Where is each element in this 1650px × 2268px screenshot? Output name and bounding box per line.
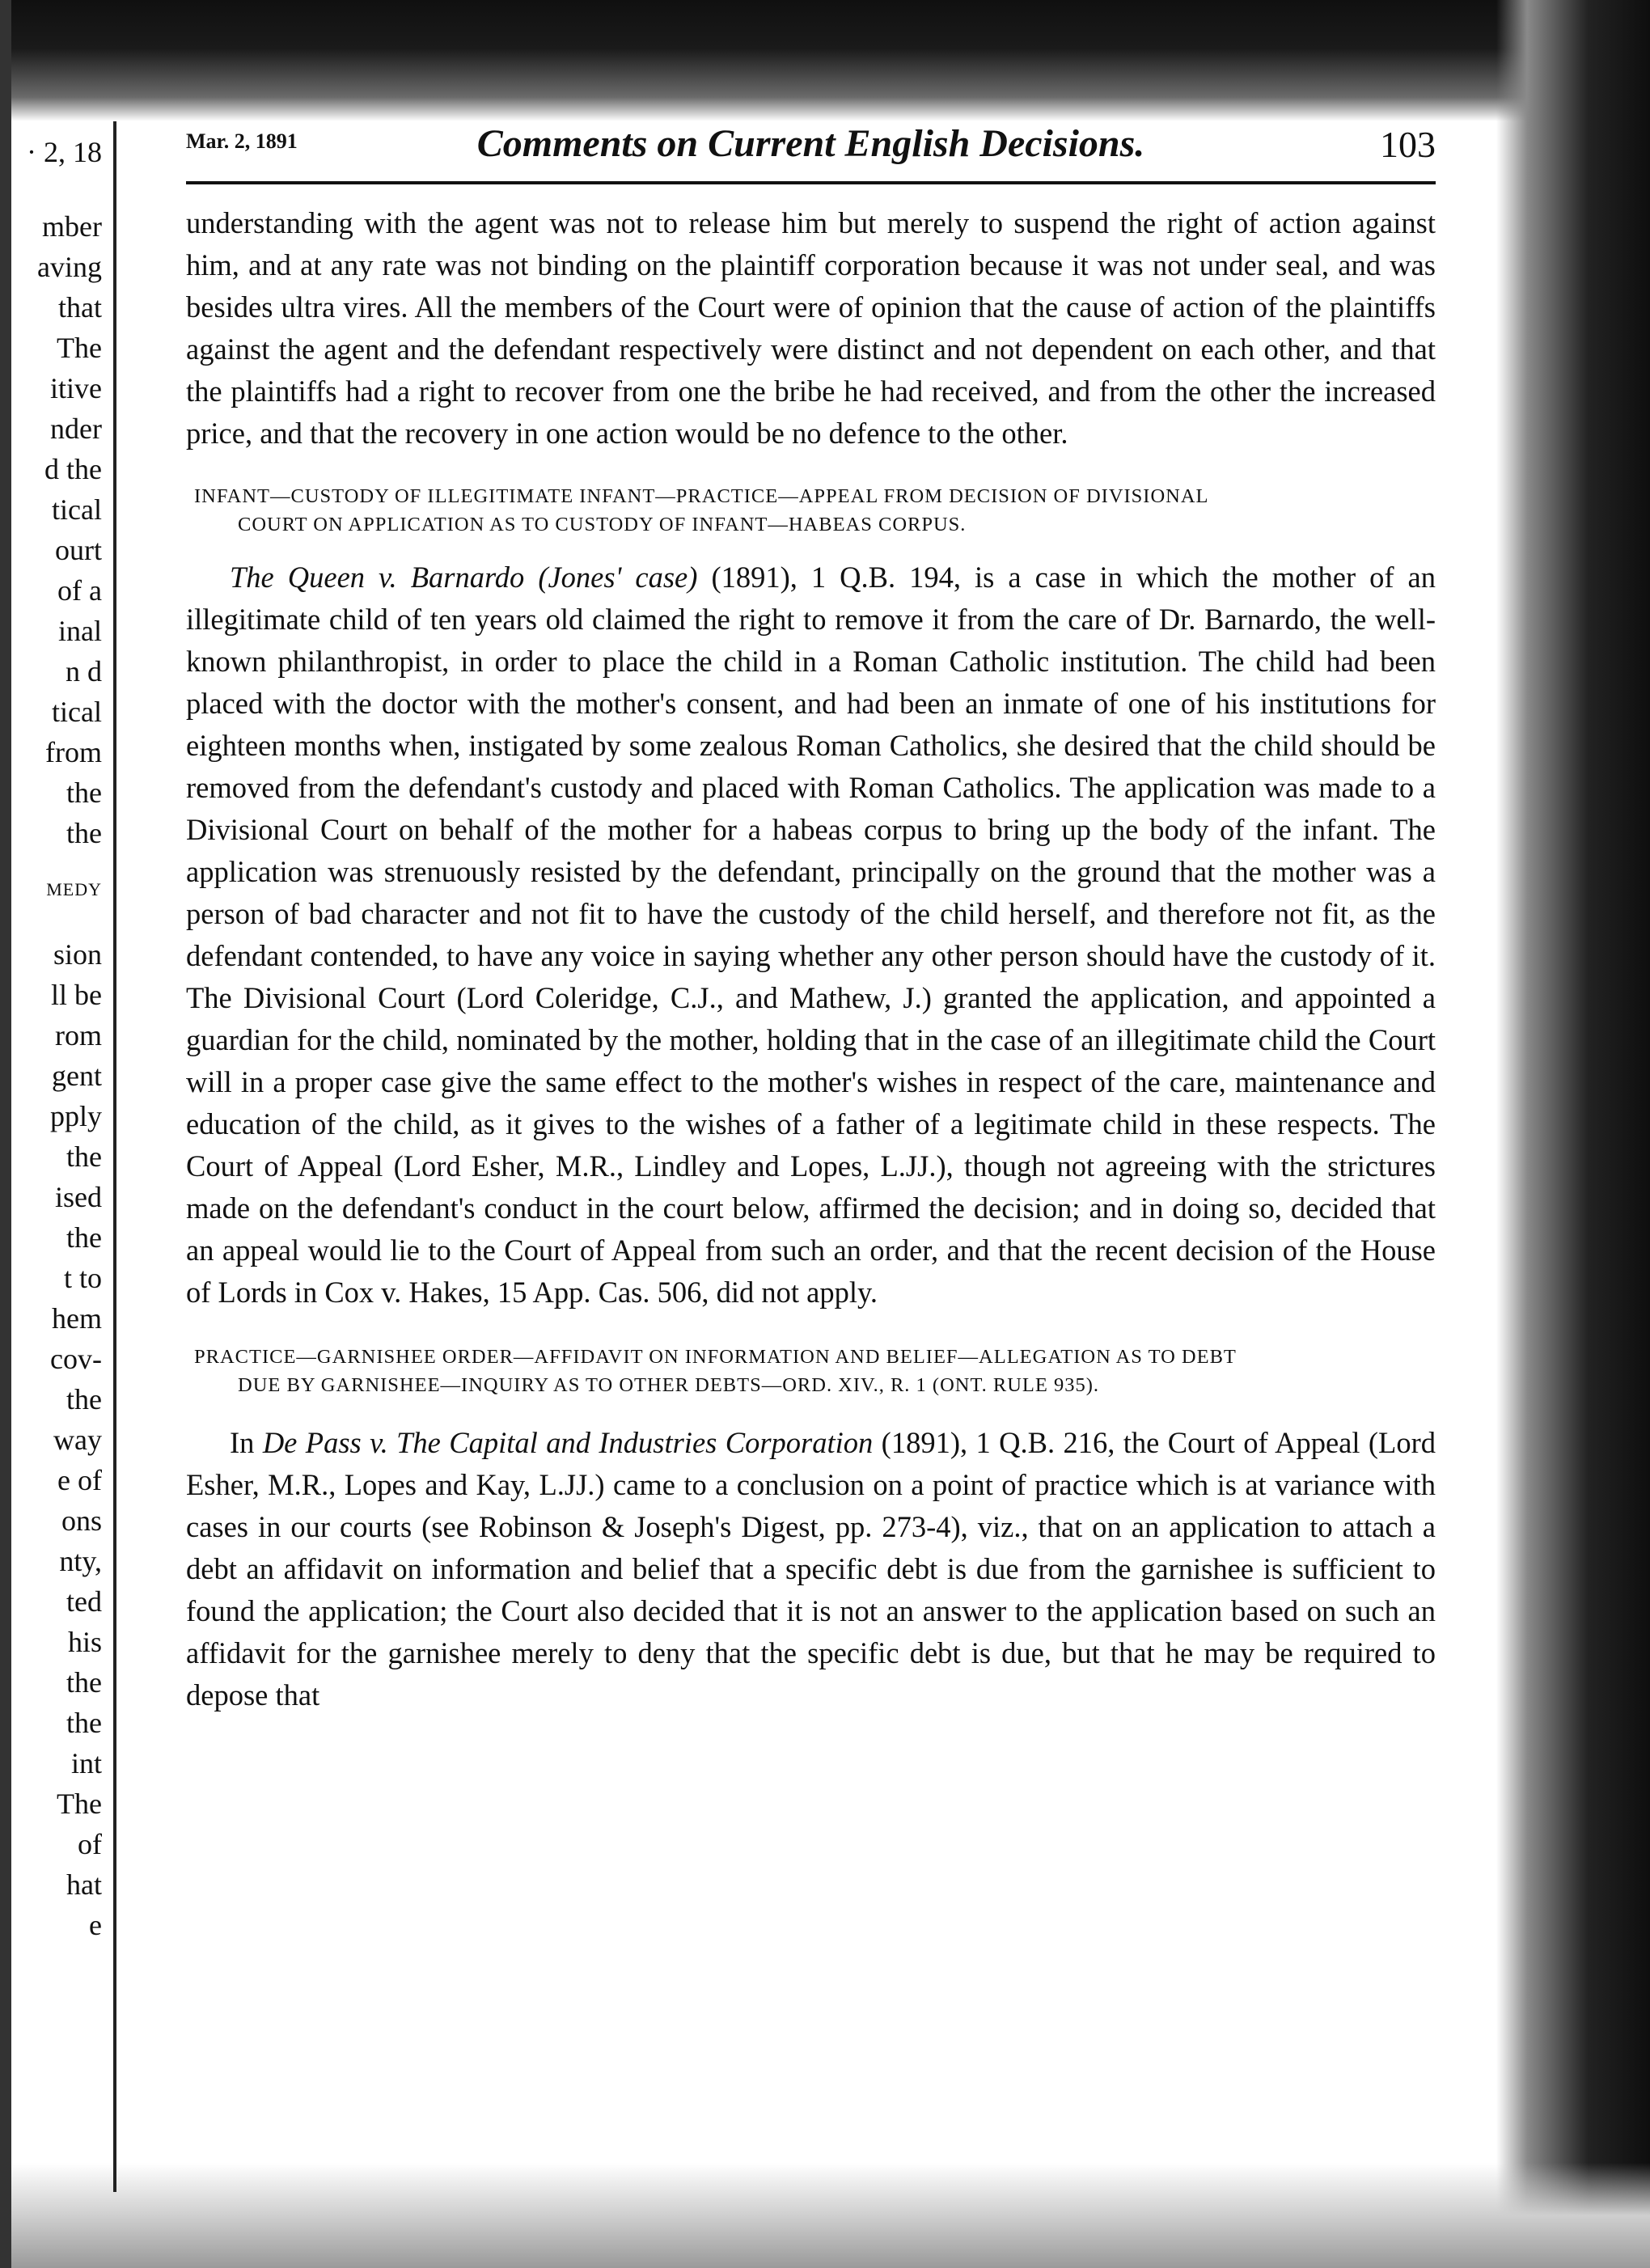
case-name: De Pass v. The Capital and Industries Corporation	[262, 1426, 874, 1459]
left-fragment-word: ll be	[51, 979, 102, 1011]
document-page	[186, 121, 1436, 1716]
left-fragment-word: inal	[58, 615, 102, 647]
left-fragment-word: that	[58, 291, 102, 324]
scan-border-top	[0, 0, 1650, 121]
left-fragment-word: cov-	[50, 1343, 102, 1375]
left-fragment-word: n d	[66, 655, 102, 688]
left-fragment-word: rom	[55, 1019, 102, 1051]
page-number: 103	[1380, 124, 1436, 165]
paragraph-de-pass-case	[186, 1422, 1436, 1716]
left-fragment-word: ised	[55, 1181, 102, 1213]
page-gutter-line	[113, 121, 116, 2192]
left-fragment-word: sion	[53, 938, 102, 971]
left-fragment-word: the	[66, 1140, 102, 1173]
paragraph-body: (1891), 1 Q.B. 194, is a case in which the mother of an illegitimate child of ten years old claimed the right to remove it from the care of Dr. Barnardo, the well-known philanthropist, in order to place the child in a Roman Catholic institution. The child had been placed with the doctor with the mother's consent, and had been an inmate of one of his institutions for eighteen months when, instigated by some zealous Roman Catholics, she desired that the child should be removed from the defendant's custody and placed with Roman Catholics. The application was made to a Divisional Court on behalf of the mother for a habeas corpus to bring up the body of the infant. The application was strenuously resisted by the defendant, principally on the ground that the mother was a person of bad character and not fit to have the custody of the child herself, and therefore not fit, as the defendant contended, to have any voice in saying whether any other person should have the custody of it. The Divisional Court (Lord Coleridge, C.J., and Mathew, J.) granted the application, and appointed a guardian for the child, nominated by the mother, holding that in the case of an illegitimate child the Court will in a proper case give the same effect to the mother's wishes in respect of the care, maintenance and education of the child, as it gives to the wishes of a father of a legitimate child in these respects. The Court of Appeal (Lord Esher, M.R., Lindley and Lopes, L.JJ.), though not agreeing with the strictures made on the defendant's conduct in the court below, affirmed the decision; and in doing so, decided that an appeal would lie to the Court of Appeal from such an order, and that the recent decision of the House of Lords in Cox v. Hakes, 15 App. Cas. 506, did not apply.	[186, 561, 1436, 1309]
left-fragment-word: t to	[63, 1262, 102, 1294]
running-header	[186, 121, 1436, 173]
paragraph-body: (1891), 1 Q.B. 216, the Court of Appeal (Lord Esher, M.R., Lopes and Kay, L.JJ.) came to a conclusion on a point of practice which is at variance with cases in our courts (see Robinson & Joseph's Digest, pp. 273-4), viz., that on an application to attach a debt an affidavit on information and belief that a specific debt is due from the garnishee is sufficient to found the application; the Court also decided that it is not an answer to the application based on such an affidavit for the garnishee merely to deny that the specific debt is due, but that he may be required to depose that	[186, 1426, 1436, 1712]
left-fragment-word: tical	[52, 696, 102, 728]
left-fragment-word: itive	[50, 372, 102, 404]
left-fragment-word: hat	[66, 1868, 102, 1901]
section-heading-garnishee-order	[186, 1343, 1436, 1399]
left-fragment-word: from	[45, 736, 102, 768]
left-fragment-word: ons	[61, 1504, 102, 1537]
left-fragment-word: mber	[42, 210, 102, 243]
left-fragment-word: the	[66, 1383, 102, 1415]
left-fragment-word: · 2, 18	[27, 136, 102, 168]
paragraph-lead: In	[230, 1426, 263, 1459]
heading-line: PRACTICE—GARNISHEE ORDER—AFFIDAVIT ON INFORMATION AND BELIEF—ALLEGATION AS TO DEBT	[194, 1346, 1237, 1368]
section-heading-infant-custody	[186, 482, 1436, 539]
left-fragment-word: gent	[52, 1060, 102, 1092]
left-fragment-word: the	[66, 817, 102, 849]
paragraph-barnardo-case	[186, 556, 1436, 1314]
left-fragment-word: ourt	[55, 534, 102, 566]
left-fragment-word: e of	[57, 1464, 102, 1496]
left-fragment-word: of	[78, 1828, 102, 1860]
header-rule	[186, 181, 1436, 184]
running-title: Comments on Current English Decisions.	[476, 122, 1145, 165]
left-fragment-word: aving	[37, 251, 102, 283]
left-page-fragment	[0, 121, 107, 2192]
scan-border-bottom	[0, 2163, 1650, 2268]
left-fragment-word: e	[89, 1909, 102, 1941]
left-fragment-word: nder	[50, 413, 102, 445]
left-fragment-word: The	[57, 1788, 102, 1820]
left-fragment-word: the	[66, 1666, 102, 1699]
left-fragment-word: nty,	[59, 1545, 102, 1577]
heading-line: DUE BY GARNISHEE—INQUIRY AS TO OTHER DEBTS—ORD. XIV., R. 1 (ONT. RULE 935).	[238, 1374, 1099, 1396]
heading-line: INFANT—CUSTODY OF ILLEGITIMATE INFANT—PRACTICE—APPEAL FROM DECISION OF DIVISIONAL	[194, 485, 1209, 507]
left-fragment-word: the	[66, 1707, 102, 1739]
left-fragment-word: his	[67, 1626, 102, 1658]
left-fragment-word: d the	[44, 453, 102, 485]
left-fragment-word: the	[66, 776, 102, 809]
case-name: The Queen v. Barnardo (Jones' case)	[230, 561, 698, 594]
left-fragment-word: pply	[49, 1100, 102, 1132]
left-fragment-word: the	[66, 1221, 102, 1254]
header-date: Mar. 2, 1891	[186, 129, 298, 153]
left-fragment-word: of a	[57, 574, 102, 607]
scan-border-right	[1496, 0, 1650, 2268]
intro-paragraph: understanding with the agent was not to release him but merely to suspend the right of action against him, and at any rate was not binding on the plaintiff corporation because it was not under seal, and was besides ultra vires. All the members of the Court were of opinion that the cause of action of the plaintiffs against the agent and the defendant respectively were distinct and not dependent on each other, and that the plaintiffs had a right to recover from one the bribe he had received, and from the other the increased price, and that the recovery in one action would be no defence to the other.	[186, 206, 1436, 450]
heading-line: COURT ON APPLICATION AS TO CUSTODY OF INFANT—HABEAS CORPUS.	[238, 514, 967, 535]
left-fragment-word: ted	[66, 1585, 102, 1618]
left-fragment-word: tical	[52, 493, 102, 526]
left-fragment-word: MEDY	[46, 879, 102, 899]
left-fragment-word: way	[53, 1424, 102, 1456]
left-fragment-word: int	[70, 1747, 102, 1779]
left-fragment-word: hem	[52, 1302, 102, 1335]
left-fragment-word: The	[57, 332, 102, 364]
